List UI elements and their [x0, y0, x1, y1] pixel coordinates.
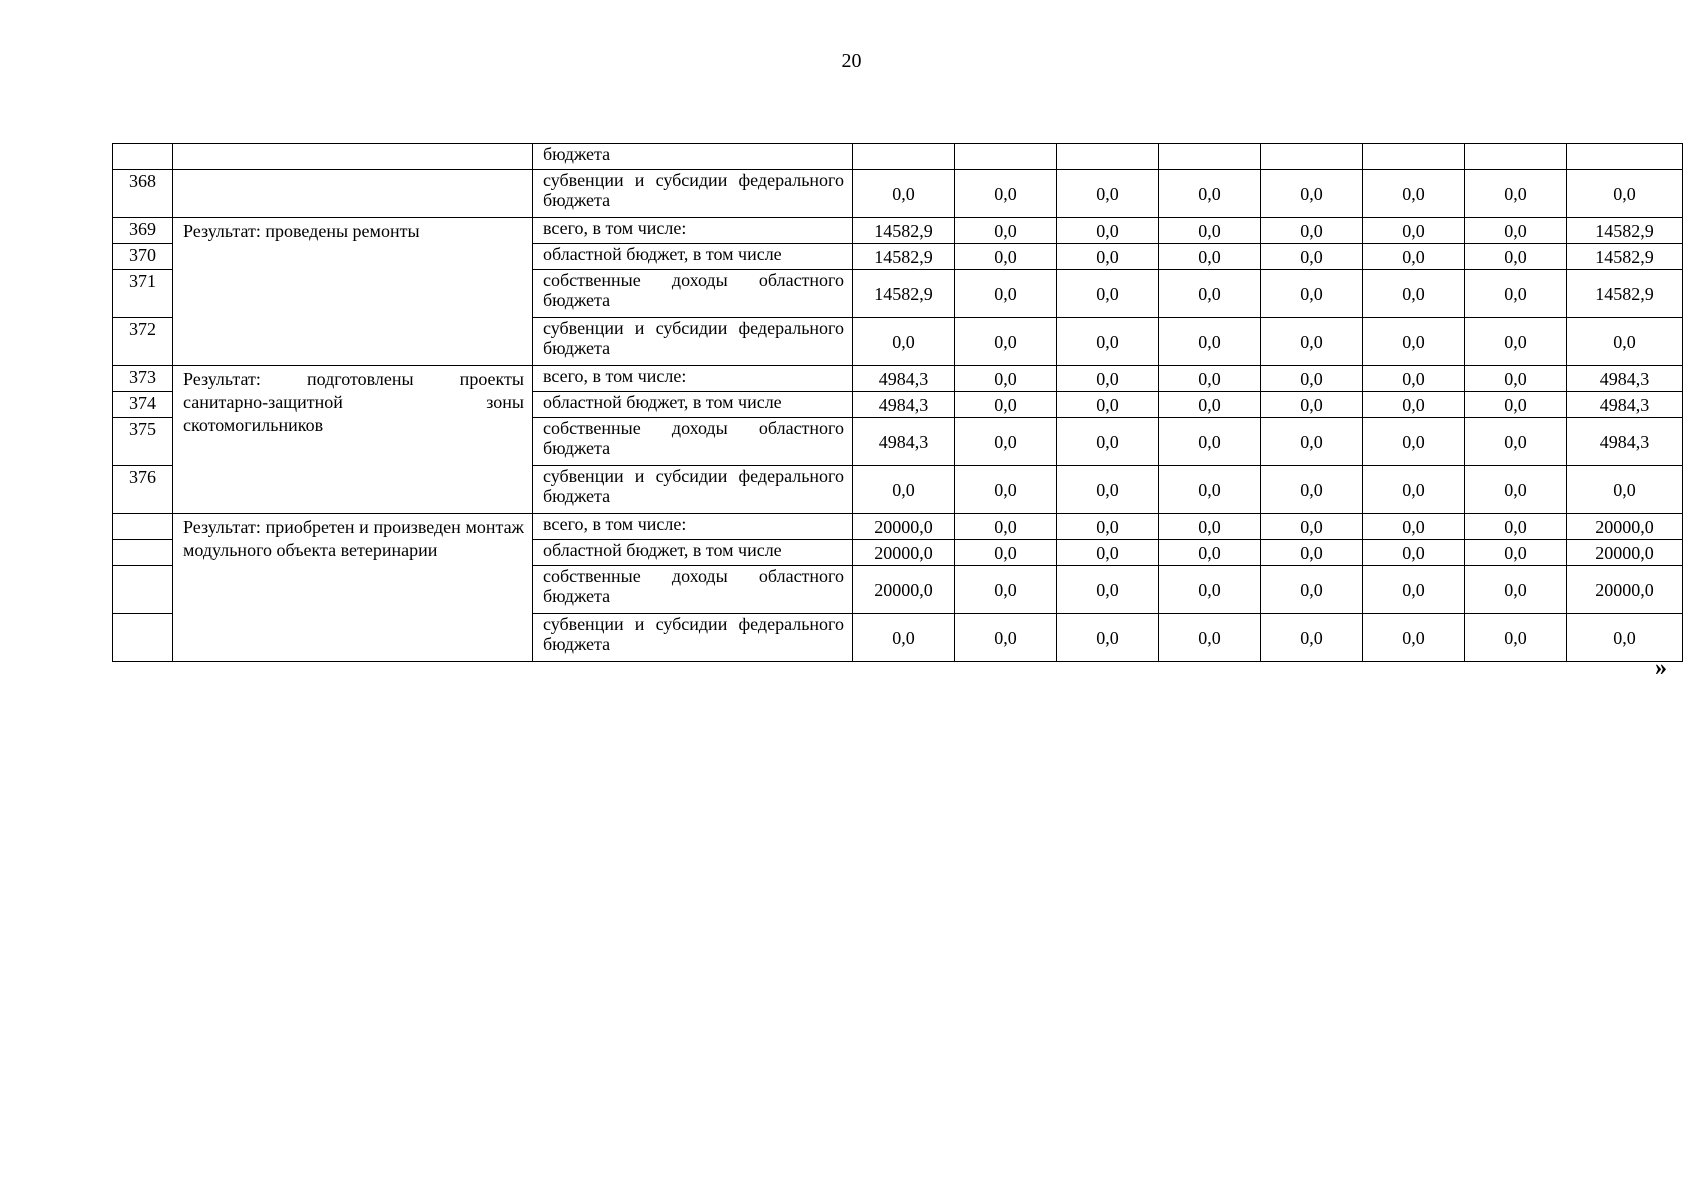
value-cell: 0,0	[1057, 418, 1159, 466]
row-number-cell: 369	[113, 218, 173, 244]
value-cell: 0,0	[1363, 540, 1465, 566]
value-cell: 0,0	[1261, 244, 1363, 270]
value-cell: 4984,3	[853, 392, 955, 418]
value-cell: 0,0	[1261, 218, 1363, 244]
value-cell: 0,0	[853, 614, 955, 662]
source-cell: субвенции и субсидии федерального бюджета	[533, 466, 853, 514]
value-cell: 0,0	[1465, 366, 1567, 392]
value-cell: 0,0	[1159, 244, 1261, 270]
result-cell: Результат: проведены ремонты	[173, 218, 533, 366]
value-cell: 0,0	[1363, 418, 1465, 466]
value-cell: 0,0	[1465, 614, 1567, 662]
value-cell: 0,0	[1363, 218, 1465, 244]
value-cell: 0,0	[1159, 514, 1261, 540]
value-cell: 0,0	[1057, 218, 1159, 244]
table-row	[113, 170, 1683, 218]
row-number-cell: 376	[113, 466, 173, 514]
row-number-cell: 374	[113, 392, 173, 418]
value-cell: 0,0	[1057, 366, 1159, 392]
value-cell: 0,0	[1465, 392, 1567, 418]
value-cell: 0,0	[1261, 614, 1363, 662]
value-cell: 0,0	[1363, 392, 1465, 418]
budget-table	[112, 143, 1683, 662]
row-number-cell: 368	[113, 170, 173, 218]
value-cell: 0,0	[1261, 170, 1363, 218]
source-cell: субвенции и субсидии федерального бюджета	[533, 170, 853, 218]
value-cell: 14582,9	[853, 218, 955, 244]
value-cell: 0,0	[955, 540, 1057, 566]
value-cell: 0,0	[1261, 466, 1363, 514]
source-cell: всего, в том числе:	[533, 366, 853, 392]
source-cell: субвенции и субсидии федерального бюджета	[533, 318, 853, 366]
row-number-cell: 375	[113, 418, 173, 466]
value-cell: 14582,9	[1567, 218, 1683, 244]
value-cell: 0,0	[1465, 270, 1567, 318]
value-cell: 0,0	[1261, 392, 1363, 418]
value-cell: 0,0	[1261, 318, 1363, 366]
value-cell	[1567, 144, 1683, 170]
table-row-continuation	[113, 144, 1683, 170]
row-number-cell: 373	[113, 366, 173, 392]
row-number-cell	[113, 614, 173, 662]
value-cell: 0,0	[955, 318, 1057, 366]
value-cell: 0,0	[1159, 540, 1261, 566]
value-cell: 0,0	[1567, 614, 1683, 662]
value-cell: 0,0	[1363, 244, 1465, 270]
value-cell	[1261, 144, 1363, 170]
value-cell: 0,0	[955, 366, 1057, 392]
value-cell: 0,0	[1465, 244, 1567, 270]
value-cell: 0,0	[1159, 270, 1261, 318]
value-cell: 0,0	[1363, 170, 1465, 218]
value-cell: 0,0	[1159, 366, 1261, 392]
value-cell: 0,0	[1057, 514, 1159, 540]
value-cell: 0,0	[1567, 170, 1683, 218]
value-cell: 0,0	[1465, 514, 1567, 540]
page-number: 20	[841, 50, 862, 72]
value-cell: 0,0	[1261, 566, 1363, 614]
value-cell: 0,0	[1363, 270, 1465, 318]
value-cell: 0,0	[1057, 170, 1159, 218]
value-cell	[1465, 144, 1567, 170]
result-cell: Результат: подготовлены проекты санитарно-защитной зоны скотомогильников	[173, 366, 533, 514]
value-cell: 0,0	[1057, 614, 1159, 662]
source-cell: областной бюджет, в том числе	[533, 540, 853, 566]
value-cell: 0,0	[1057, 566, 1159, 614]
table-row	[113, 366, 1683, 392]
value-cell: 20000,0	[1567, 540, 1683, 566]
value-cell: 0,0	[1363, 366, 1465, 392]
value-cell: 0,0	[1465, 418, 1567, 466]
value-cell: 0,0	[1057, 244, 1159, 270]
value-cell: 14582,9	[1567, 270, 1683, 318]
value-cell: 20000,0	[853, 566, 955, 614]
value-cell: 0,0	[1159, 170, 1261, 218]
value-cell: 0,0	[853, 170, 955, 218]
value-cell: 0,0	[955, 514, 1057, 540]
value-cell	[1057, 144, 1159, 170]
value-cell: 0,0	[1159, 392, 1261, 418]
row-number-cell	[113, 144, 173, 170]
value-cell: 0,0	[1159, 218, 1261, 244]
value-cell	[853, 144, 955, 170]
value-cell: 0,0	[1465, 218, 1567, 244]
value-cell: 0,0	[1363, 466, 1465, 514]
closing-quote: »	[1655, 655, 1667, 681]
value-cell: 0,0	[1261, 540, 1363, 566]
value-cell: 0,0	[1465, 540, 1567, 566]
table-row	[113, 218, 1683, 244]
source-cell: всего, в том числе:	[533, 514, 853, 540]
value-cell: 4984,3	[1567, 366, 1683, 392]
value-cell: 0,0	[955, 566, 1057, 614]
value-cell: 0,0	[955, 270, 1057, 318]
value-cell: 0,0	[1261, 418, 1363, 466]
value-cell: 0,0	[955, 614, 1057, 662]
value-cell: 0,0	[1363, 566, 1465, 614]
value-cell: 0,0	[1159, 318, 1261, 366]
value-cell: 0,0	[955, 466, 1057, 514]
value-cell: 0,0	[1465, 318, 1567, 366]
value-cell: 20000,0	[853, 540, 955, 566]
value-cell: 0,0	[1465, 566, 1567, 614]
row-number-cell	[113, 514, 173, 540]
source-cell: субвенции и субсидии федерального бюджета	[533, 614, 853, 662]
value-cell: 0,0	[1567, 318, 1683, 366]
row-number-cell: 372	[113, 318, 173, 366]
value-cell: 0,0	[1363, 318, 1465, 366]
value-cell: 0,0	[1261, 270, 1363, 318]
value-cell: 20000,0	[1567, 566, 1683, 614]
value-cell: 0,0	[1057, 466, 1159, 514]
source-cell: собственные доходы областного бюджета	[533, 418, 853, 466]
value-cell: 14582,9	[853, 270, 955, 318]
value-cell: 4984,3	[1567, 392, 1683, 418]
value-cell: 0,0	[1261, 366, 1363, 392]
value-cell: 0,0	[853, 466, 955, 514]
source-cell: областной бюджет, в том числе	[533, 244, 853, 270]
value-cell: 0,0	[955, 170, 1057, 218]
value-cell: 0,0	[853, 318, 955, 366]
value-cell: 0,0	[1057, 392, 1159, 418]
value-cell: 14582,9	[1567, 244, 1683, 270]
value-cell: 4984,3	[853, 418, 955, 466]
value-cell: 0,0	[1465, 466, 1567, 514]
value-cell: 0,0	[1159, 566, 1261, 614]
value-cell: 0,0	[1465, 170, 1567, 218]
value-cell: 20000,0	[1567, 514, 1683, 540]
value-cell: 0,0	[955, 244, 1057, 270]
value-cell: 4984,3	[1567, 418, 1683, 466]
value-cell: 0,0	[955, 418, 1057, 466]
row-number-cell	[113, 540, 173, 566]
source-cell: бюджета	[533, 144, 853, 170]
result-cell	[173, 170, 533, 218]
value-cell: 0,0	[1363, 614, 1465, 662]
value-cell: 0,0	[1057, 270, 1159, 318]
row-number-cell: 371	[113, 270, 173, 318]
source-cell: собственные доходы областного бюджета	[533, 566, 853, 614]
value-cell: 4984,3	[853, 366, 955, 392]
value-cell: 0,0	[1567, 466, 1683, 514]
result-cell: Результат: приобретен и произведен монтаж модульного объекта ветеринарии	[173, 514, 533, 662]
value-cell: 0,0	[1159, 466, 1261, 514]
value-cell: 0,0	[1159, 418, 1261, 466]
value-cell: 0,0	[955, 218, 1057, 244]
value-cell: 0,0	[955, 392, 1057, 418]
table-body	[113, 144, 1683, 662]
source-cell: областной бюджет, в том числе	[533, 392, 853, 418]
value-cell: 14582,9	[853, 244, 955, 270]
table-row	[113, 514, 1683, 540]
value-cell: 0,0	[1363, 514, 1465, 540]
value-cell: 0,0	[1261, 514, 1363, 540]
value-cell: 0,0	[1057, 540, 1159, 566]
row-number-cell	[113, 566, 173, 614]
value-cell	[1363, 144, 1465, 170]
value-cell: 20000,0	[853, 514, 955, 540]
value-cell: 0,0	[1159, 614, 1261, 662]
source-cell: собственные доходы областного бюджета	[533, 270, 853, 318]
value-cell	[1159, 144, 1261, 170]
result-cell	[173, 144, 533, 170]
source-cell: всего, в том числе:	[533, 218, 853, 244]
row-number-cell: 370	[113, 244, 173, 270]
value-cell: 0,0	[1057, 318, 1159, 366]
value-cell	[955, 144, 1057, 170]
